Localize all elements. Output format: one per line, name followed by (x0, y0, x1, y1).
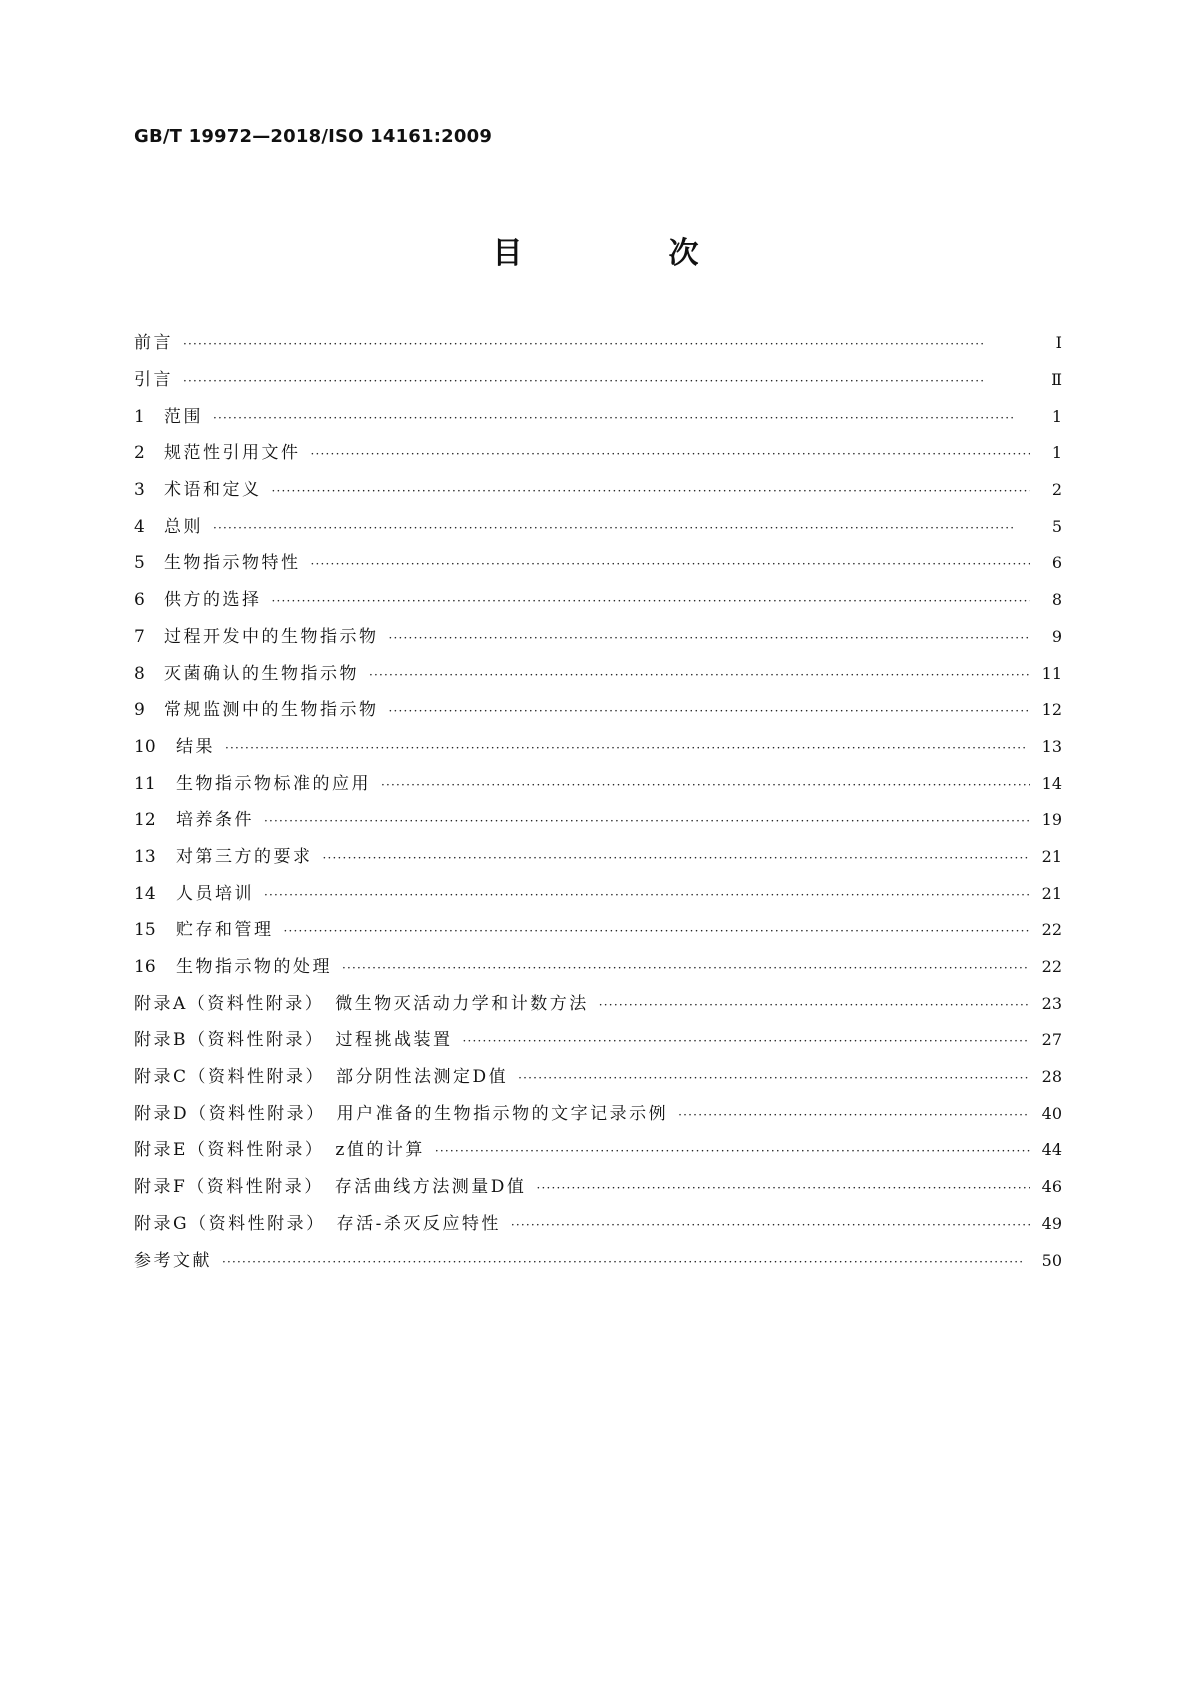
toc-entry-label: 生物指示物的处理 (176, 957, 332, 978)
toc-dot-leader (183, 371, 1030, 391)
toc-entry-number: 14 (134, 883, 156, 904)
toc-entry-page: 13 (1041, 736, 1062, 756)
toc-title: 目 次 (492, 236, 757, 271)
toc-entry-page: 5 (1051, 516, 1062, 536)
toc-entry-label: 参考文献 (134, 1250, 212, 1271)
toc-entry-annex-g[interactable] (134, 1206, 1062, 1243)
toc-entry-label: 附录D（资料性附录） 用户准备的生物指示物的文字记录示例 (134, 1103, 669, 1124)
toc-dot-leader (463, 1031, 1031, 1051)
toc-dot-leader (381, 775, 1030, 795)
toc-entry-page: 46 (1041, 1177, 1062, 1197)
toc-entry-page: 40 (1041, 1103, 1062, 1123)
toc-entry-number: 8 (134, 663, 145, 684)
standard-code: GB/T 19972—2018/ISO 14161:2009 (134, 126, 493, 147)
toc-entry-references[interactable] (134, 1242, 1062, 1279)
toc-entry-label: 附录F（资料性附录） 存活曲线方法测量D值 (134, 1177, 527, 1198)
toc-entry-number: 12 (134, 810, 156, 831)
toc-dot-leader (264, 885, 1030, 905)
toc-entry-section-12[interactable] (134, 802, 1062, 839)
toc-entry-page: 50 (1041, 1250, 1062, 1270)
toc-entry-section-8[interactable] (134, 655, 1062, 692)
toc-entry-label: 总则 (164, 516, 203, 537)
toc-dot-leader (389, 701, 1031, 721)
toc-entry-label: 附录B（资料性附录） 过程挑战装置 (134, 1030, 453, 1051)
toc-entry-section-5[interactable] (134, 545, 1062, 582)
toc-entry-label: 附录C（资料性附录） 部分阴性法测定D值 (134, 1067, 509, 1088)
toc-dot-leader (435, 1141, 1030, 1161)
toc-entry-label: 术语和定义 (164, 480, 262, 501)
toc-entry-page: 6 (1051, 553, 1062, 573)
toc-entry-page: 19 (1041, 810, 1062, 830)
toc-entry-page: 12 (1041, 700, 1062, 720)
toc-entry-page: 2 (1051, 480, 1062, 500)
toc-entry-page: 14 (1041, 773, 1062, 793)
toc-entry-number: 3 (134, 480, 145, 501)
toc-entry-page: 11 (1041, 663, 1062, 683)
toc-entry-section-2[interactable] (134, 435, 1062, 472)
toc-entry-section-14[interactable] (134, 875, 1062, 912)
toc-entry-number: 13 (134, 846, 156, 867)
toc-dot-leader (369, 665, 1030, 685)
toc-dot-leader (599, 995, 1030, 1015)
toc-entry-number: 4 (134, 516, 145, 537)
toc-dot-leader (536, 1178, 1030, 1198)
toc-entry-label: 培养条件 (176, 810, 254, 831)
toc-entry-page: 8 (1051, 590, 1062, 610)
toc-entry-number: 16 (134, 957, 156, 978)
toc-entry-annex-a[interactable] (134, 985, 1062, 1022)
toc-entry-label: 前言 (134, 333, 173, 354)
toc-entry-label: 供方的选择 (164, 590, 262, 611)
toc-entry-number: 10 (134, 736, 156, 757)
toc-dot-leader (222, 1252, 1030, 1272)
toc-entry-number: 7 (134, 626, 145, 647)
toc-entry-number: 1 (134, 406, 145, 427)
toc-entry-page: 21 (1041, 883, 1062, 903)
toc-entry-label: 规范性引用文件 (164, 443, 301, 464)
toc-entry-page: 1 (1051, 443, 1062, 463)
toc-entry-introduction[interactable] (134, 362, 1062, 399)
toc-dot-leader (213, 518, 1030, 538)
toc-entry-section-10[interactable] (134, 729, 1062, 766)
toc-entry-foreword[interactable] (134, 325, 1062, 362)
toc-dot-leader (389, 628, 1031, 648)
toc-dot-leader (272, 591, 1031, 611)
toc-dot-leader (225, 738, 1030, 758)
toc-entry-annex-b[interactable] (134, 1022, 1062, 1059)
toc-dot-leader (311, 444, 1031, 464)
toc-entry-section-16[interactable] (134, 949, 1062, 986)
toc-entry-number: 6 (134, 590, 145, 611)
toc-entry-label: 结果 (176, 736, 215, 757)
toc-entry-label: 范围 (164, 406, 203, 427)
toc-entry-number: 2 (134, 443, 145, 464)
toc-entry-section-3[interactable] (134, 472, 1062, 509)
toc-entry-page: Ⅱ (1051, 370, 1062, 390)
toc-entry-section-13[interactable] (134, 839, 1062, 876)
toc-dot-leader (264, 811, 1030, 831)
toc-entry-page: 49 (1041, 1213, 1062, 1233)
toc-entry-section-9[interactable] (134, 692, 1062, 729)
toc-entry-page: 22 (1041, 920, 1062, 940)
toc-entry-page: 27 (1041, 1030, 1062, 1050)
toc-entry-section-6[interactable] (134, 582, 1062, 619)
toc-entry-label: 贮存和管理 (176, 920, 274, 941)
toc-entry-annex-e[interactable] (134, 1132, 1062, 1169)
toc-dot-leader (311, 554, 1031, 574)
toc-entry-label: 灭菌确认的生物指示物 (164, 663, 359, 684)
toc-entry-label: 附录G（资料性附录） 存活-杀灭反应特性 (134, 1213, 501, 1234)
toc-entry-annex-c[interactable] (134, 1059, 1062, 1096)
toc-entry-label: 过程开发中的生物指示物 (164, 626, 379, 647)
toc-entry-page: 44 (1041, 1140, 1062, 1160)
toc-dot-leader (678, 1105, 1030, 1125)
toc-entry-number: 5 (134, 553, 145, 574)
toc-entry-page: 28 (1041, 1067, 1062, 1087)
toc-entry-page: 1 (1051, 406, 1062, 426)
toc-entry-page: 23 (1041, 993, 1062, 1013)
toc-dot-leader (511, 1215, 1030, 1235)
toc-dot-leader (323, 848, 1031, 868)
toc-dot-leader (342, 958, 1030, 978)
toc-dot-leader (272, 481, 1031, 501)
table-of-contents (134, 325, 1062, 1279)
toc-entry-section-7[interactable] (134, 619, 1062, 656)
toc-entry-section-1[interactable] (134, 398, 1062, 435)
toc-dot-leader (183, 334, 1030, 354)
toc-dot-leader (518, 1068, 1030, 1088)
toc-entry-label: 生物指示物标准的应用 (176, 773, 371, 794)
toc-entry-page: 9 (1051, 626, 1062, 646)
toc-dot-leader (284, 921, 1031, 941)
toc-entry-number: 9 (134, 700, 145, 721)
toc-entry-page: 22 (1041, 957, 1062, 977)
toc-entry-label: 引言 (134, 370, 173, 391)
toc-entry-label: 对第三方的要求 (176, 846, 313, 867)
toc-entry-label: 生物指示物特性 (164, 553, 301, 574)
toc-entry-number: 11 (134, 773, 156, 794)
toc-entry-number: 15 (134, 920, 156, 941)
toc-dot-leader (213, 408, 1030, 428)
toc-entry-section-11[interactable] (134, 765, 1062, 802)
toc-entry-label: 人员培训 (176, 883, 254, 904)
toc-entry-section-4[interactable] (134, 508, 1062, 545)
toc-entry-page: Ⅰ (1055, 333, 1062, 353)
toc-entry-annex-d[interactable] (134, 1095, 1062, 1132)
toc-entry-label: 附录E（资料性附录） z值的计算 (134, 1140, 425, 1161)
toc-entry-label: 常规监测中的生物指示物 (164, 700, 379, 721)
toc-entry-section-15[interactable] (134, 912, 1062, 949)
toc-entry-annex-f[interactable] (134, 1169, 1062, 1206)
toc-entry-page: 21 (1041, 846, 1062, 866)
toc-entry-label: 附录A（资料性附录） 微生物灭活动力学和计数方法 (134, 993, 589, 1014)
